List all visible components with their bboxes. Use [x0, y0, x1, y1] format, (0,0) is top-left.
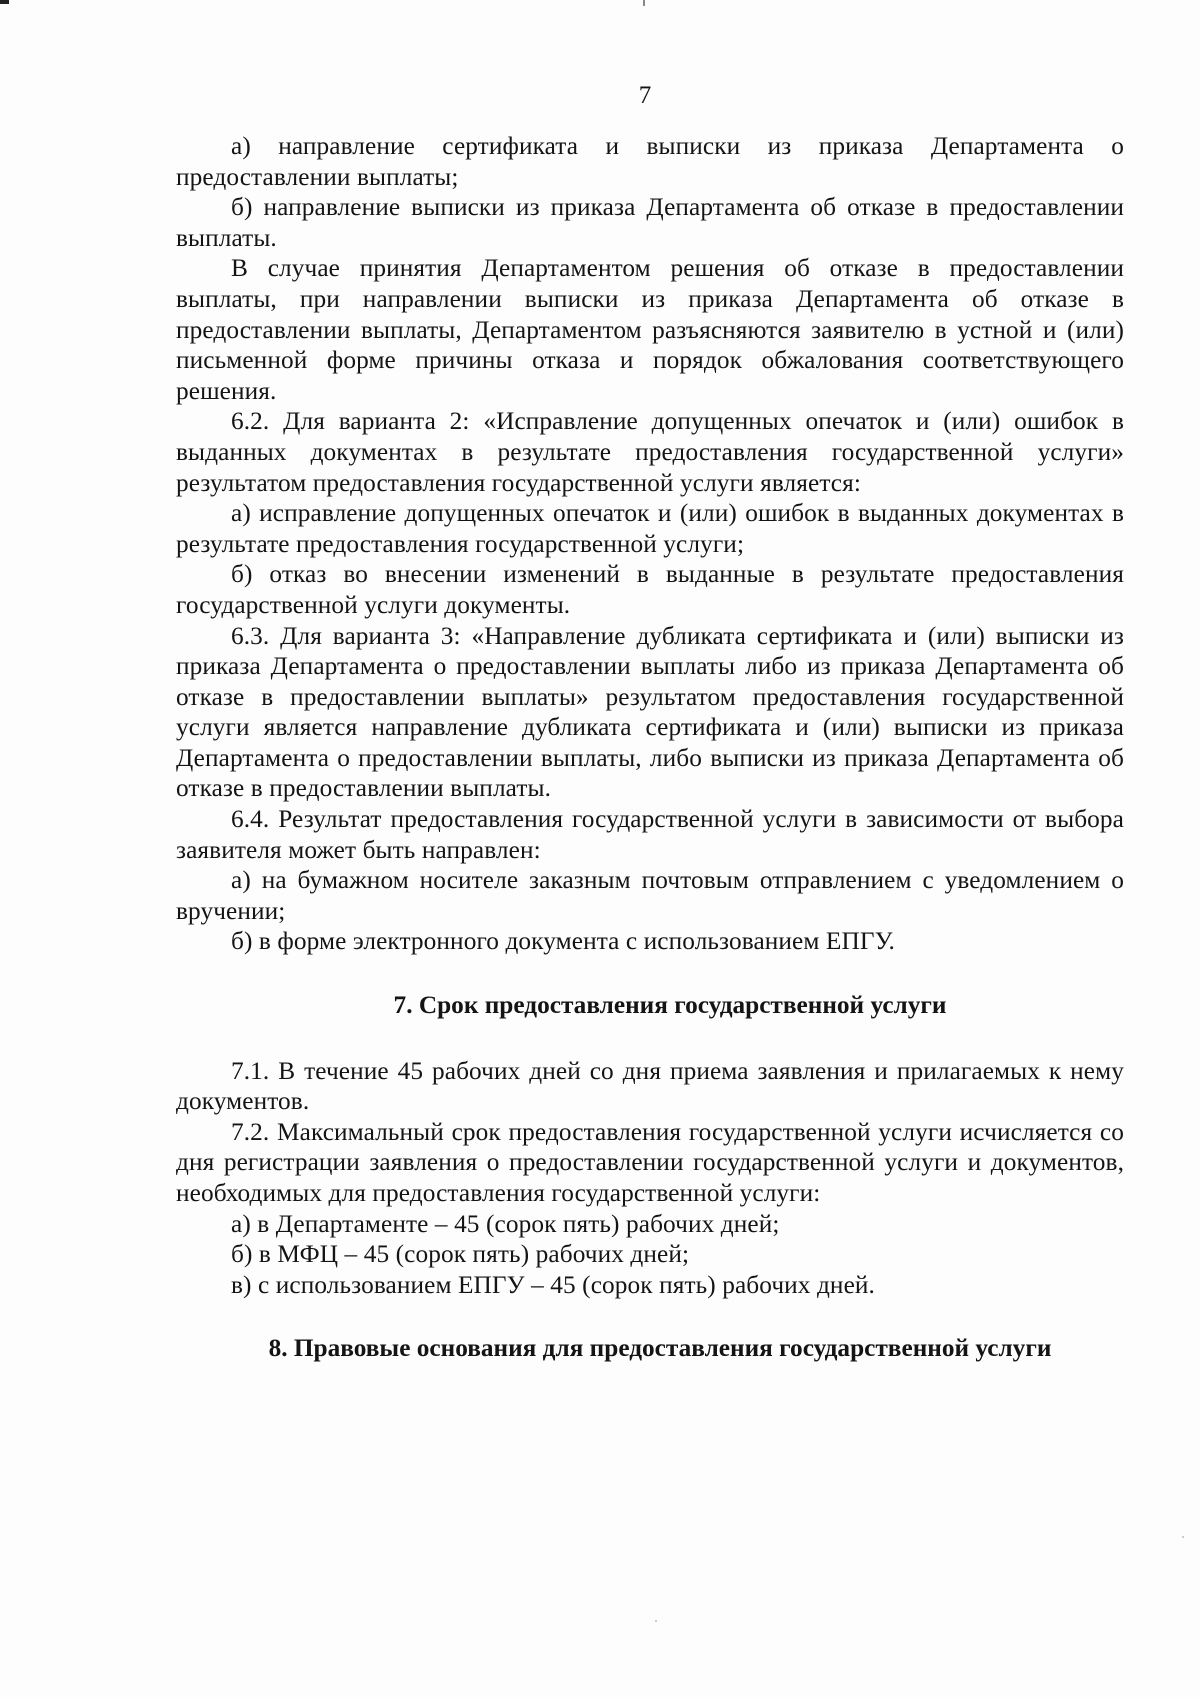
paragraph: б) в МФЦ – 45 (сорок пять) рабочих дней;: [231, 1240, 690, 1269]
paragraph: В случае принятия Департаментом решения об отказе в предоставлении выплаты, при направлении выписки из приказа Департамента об отказе в предоставлении выплаты, Департаментом разъясняются заявителю в устной и (или) письменной форме причины отказа и порядок обжалования соответствующего решения.: [176, 254, 1124, 405]
paragraph: а) исправление допущенных опечаток и (или) ошибок в выданных документах в результате предоставления государственной услуги;: [176, 499, 1124, 558]
paragraph: в) с использованием ЕПГУ – 45 (сорок пять) рабочих дней.: [231, 1270, 875, 1299]
paragraph: а) на бумажном носителе заказным почтовым отправлением с уведомлением о вручении;: [176, 866, 1124, 925]
section-heading-7: 7. Срок предоставления государственной услуги: [393, 991, 947, 1020]
scan-speck: [655, 1620, 657, 1622]
paragraph: а) в Департаменте – 45 (сорок пять) рабочих дней;: [231, 1209, 780, 1238]
paragraph: б) в форме электронного документа с использованием ЕПГУ.: [231, 927, 895, 956]
page-number: 7: [638, 82, 652, 109]
scan-speck: [1182, 1536, 1184, 1538]
paragraph: а) направление сертификата и выписки из приказа Департамента о предоставлении выплаты;: [176, 132, 1124, 191]
scan-artifact: [643, 0, 645, 6]
paragraph: 7.1. В течение 45 рабочих дней со дня приема заявления и прилагаемых к нему документов.: [176, 1056, 1124, 1116]
paragraph: б) отказ во внесении изменений в выданные в результате предоставления государственной услуги документы.: [176, 560, 1124, 619]
paragraph: б) направление выписки из приказа Департамента об отказе в предоставлении выплаты.: [176, 193, 1124, 252]
paragraph: 6.2. Для варианта 2: «Исправление допущенных опечаток и (или) ошибок в выданных документах в результате предоставления государственной услуги» результатом предоставления государственной услуги является:: [176, 407, 1124, 497]
paragraph: 6.3. Для варианта 3: «Направление дубликата сертификата и (или) выписки из приказа Департамента о предоставлении выплаты либо из приказа Департамента об отказе в предоставлении выплаты» результатом предоставления государственной услуги является направление дубликата сертификата и (или) выписки из приказа Департамента о предоставлении выплаты, либо выписки из приказа Департамента об отказе в предоставлении выплаты.: [176, 621, 1124, 803]
paragraph: 6.4. Результат предоставления государственной услуги в зависимости от выбора заявителя может быть направлен:: [176, 805, 1124, 864]
document-body: [176, 131, 1124, 1364]
section-heading-8: 8. Правовые основания для предоставления государственной услуги: [268, 1334, 1052, 1363]
paragraph: 7.2. Максимальный срок предоставления государственной услуги исчисляется со дня регистрации заявления о предоставлении государственной услуги и документов, необходимых для предоставления государственной услуги:: [176, 1117, 1124, 1207]
scan-artifact: [0, 0, 9, 4]
